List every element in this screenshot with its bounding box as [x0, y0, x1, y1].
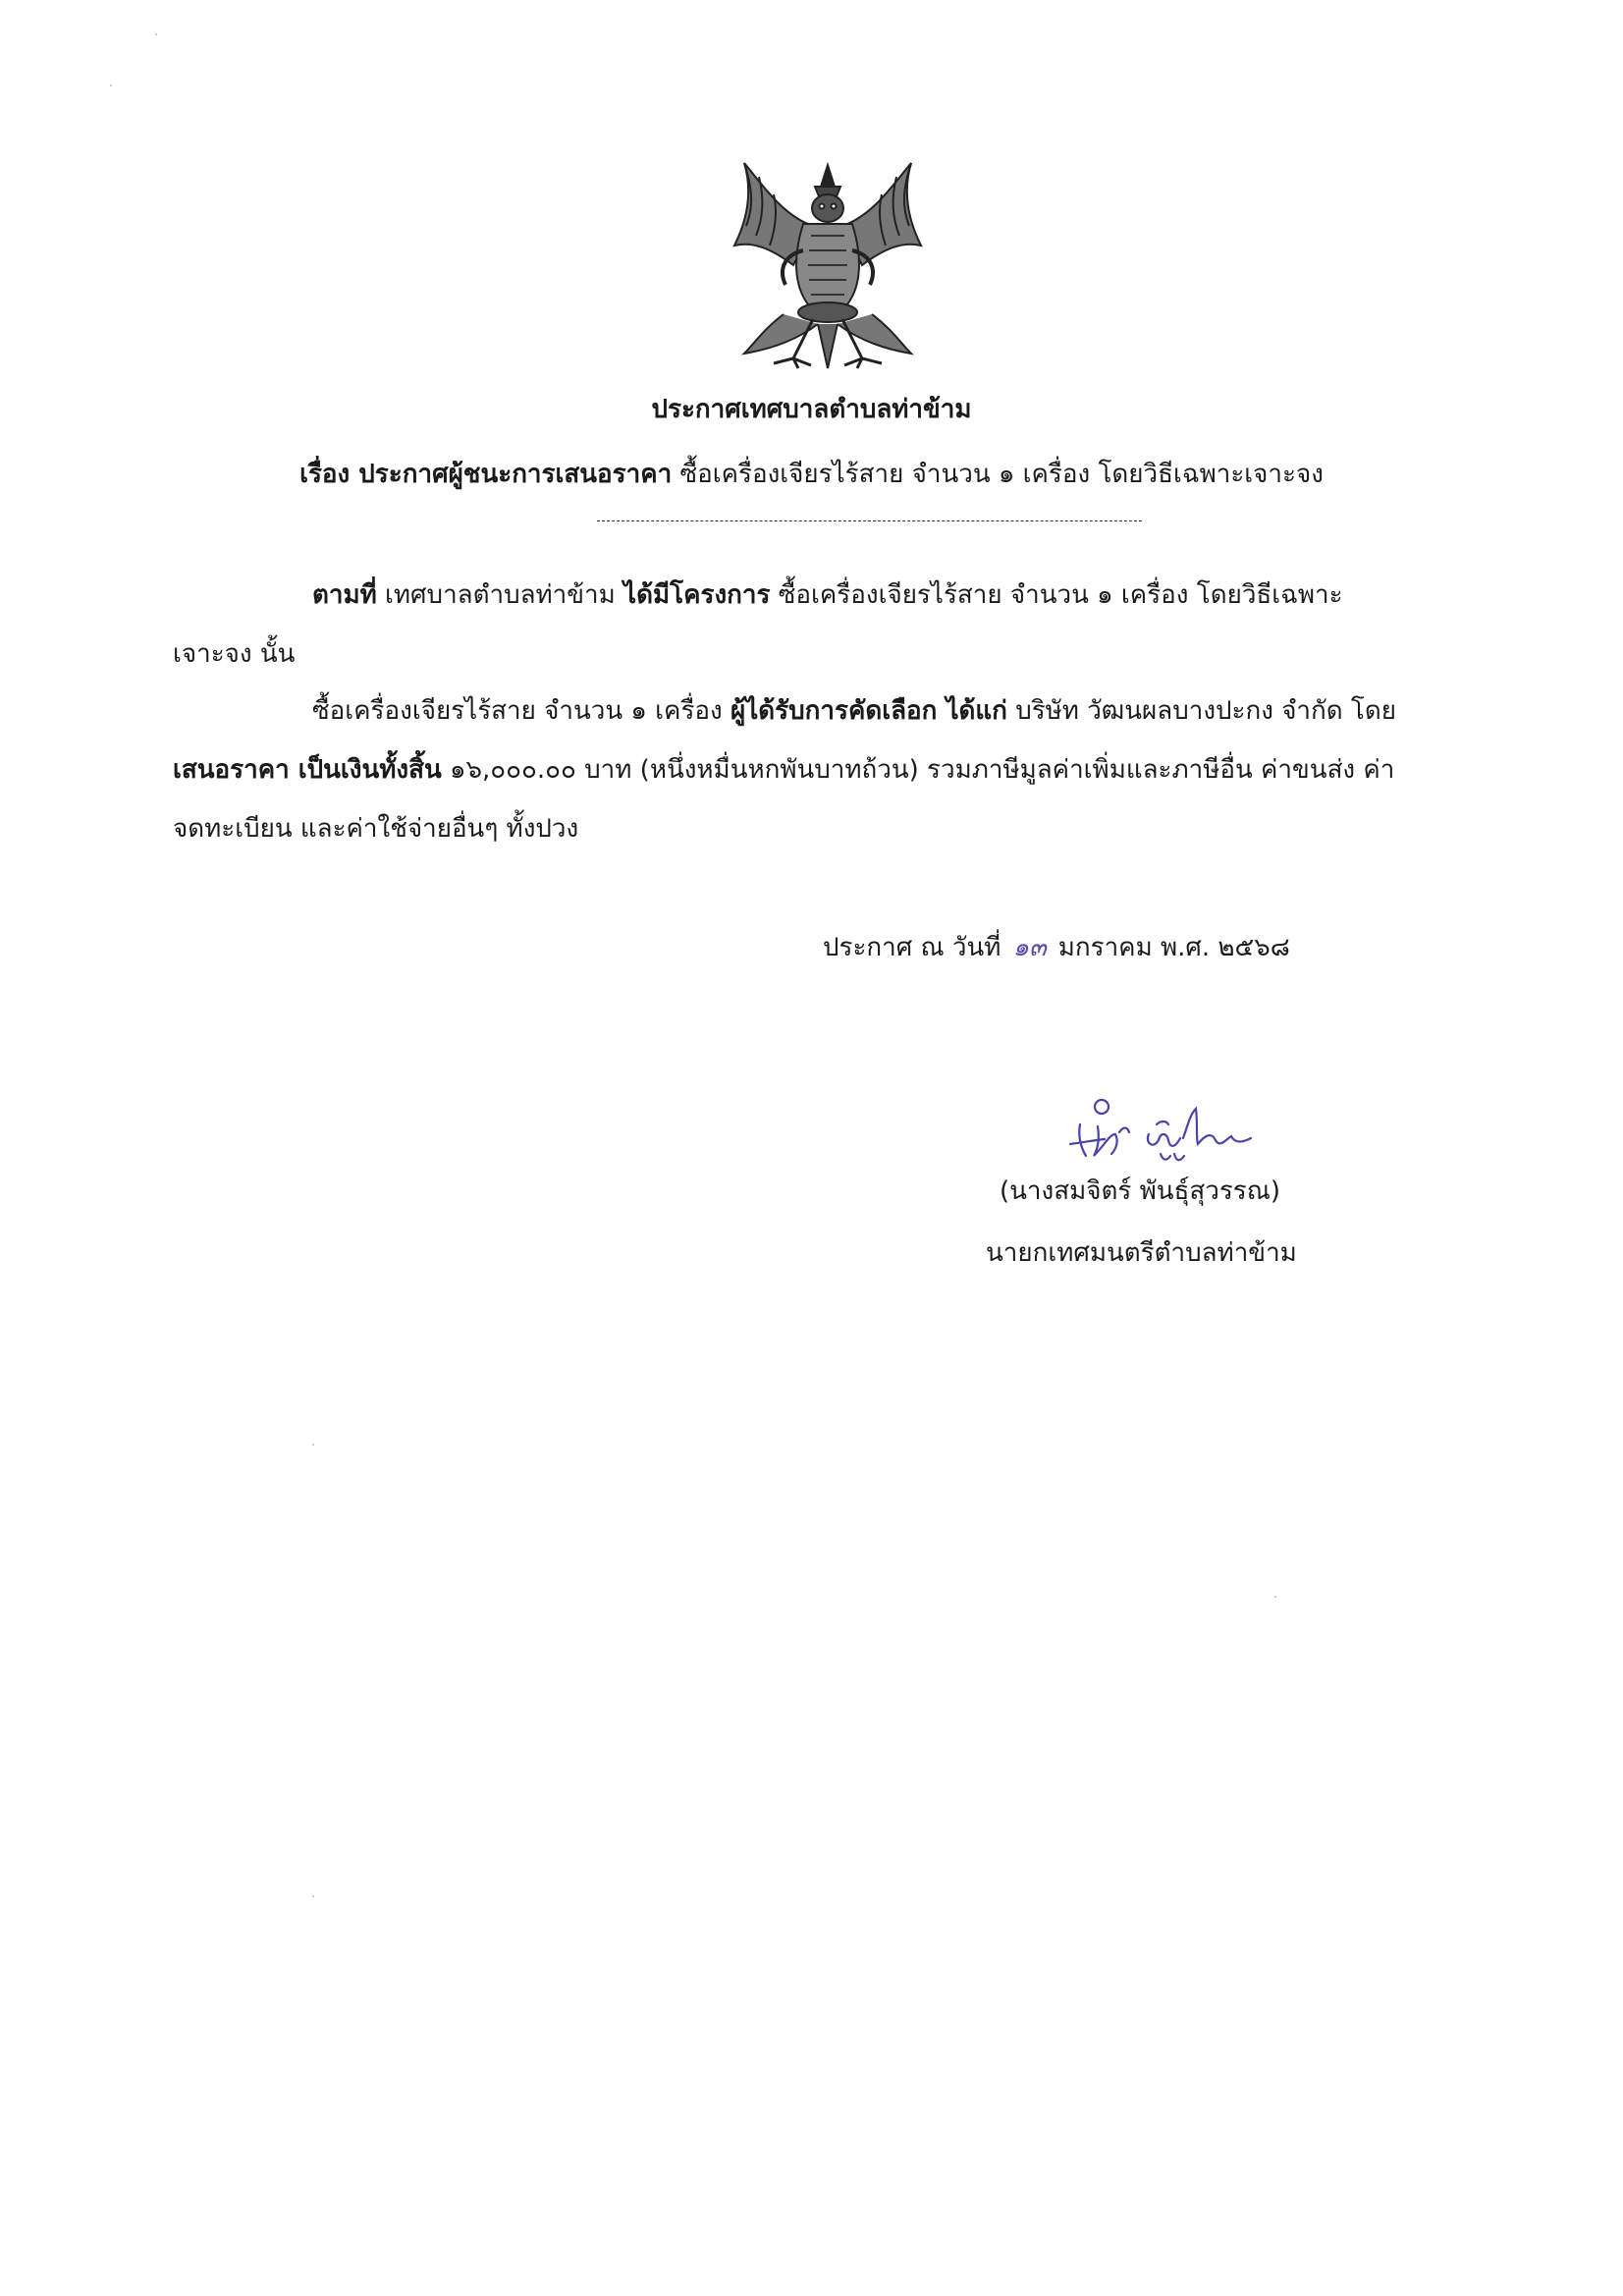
scan-speck: [312, 1444, 314, 1446]
handwritten-signature-icon: [1051, 1095, 1276, 1174]
p1-text-line1: ซื้อเครื่องเจียรไร้สาย จำนวน ๑ เครื่อง โดยวิธีเฉพาะ: [778, 580, 1343, 610]
garuda-emblem-icon: [725, 157, 931, 373]
announce-day: ๑๓: [1012, 933, 1047, 962]
announce-date: [823, 927, 1290, 967]
divider-line: [597, 520, 1142, 521]
scan-speck: [155, 33, 157, 35]
scan-speck: [110, 84, 112, 86]
p2-price-text: ๑๖,๐๐๐.๐๐ บาท (หนึ่งหมื่นหกพันบาทถ้วน) รวมภาษีมูลค่าเพิ่มและภาษีอื่น ค่าขนส่ง ค่า: [450, 755, 1395, 785]
p1-org: เทศบาลตำบลท่าข้าม: [385, 580, 616, 610]
p1-lead: ตามที่: [312, 580, 377, 610]
announce-prefix: ประกาศ ณ วันที่: [823, 933, 1001, 962]
subject-text: ซื้อเครื่องเจียรไร้สาย จำนวน ๑ เครื่อง โดยวิธีเฉพาะเจาะจง: [679, 460, 1324, 489]
paragraph-2-line-2: [173, 749, 1394, 790]
p2-item: ซื้อเครื่องเจียรไร้สาย จำนวน ๑ เครื่อง: [312, 696, 723, 726]
paragraph-1-line-1: [312, 574, 1343, 615]
p2-price-label: เสนอราคา เป็นเงินทั้งสิ้น: [173, 755, 442, 785]
p2-winner: บริษัท วัฒนผลบางปะกง จำกัด โดย: [1015, 696, 1397, 726]
paragraph-2-line-1: [312, 690, 1396, 731]
p1-mid: ได้มีโครงการ: [623, 580, 771, 610]
signer-position: นายกเทศมนตรีตำบลท่าข้าม: [986, 1238, 1297, 1268]
signer-name: (นางสมจิตร์ พันธุ์สุวรรณ): [1000, 1176, 1281, 1206]
p2-winner-label: ผู้ได้รับการคัดเลือก ได้แก่: [730, 696, 1007, 726]
paragraph-1-line-2: เจาะจง นั้น: [173, 639, 296, 669]
subject-line: [0, 454, 1623, 494]
paragraph-2-line-3: จดทะเบียน และค่าใช้จ่ายอื่นๆ ทั้งปวง: [173, 814, 579, 844]
scan-speck: [312, 1895, 314, 1897]
scan-speck: [1274, 1596, 1276, 1598]
announce-month-year: มกราคม พ.ศ. ๒๕๖๘: [1057, 933, 1290, 962]
subject-label: เรื่อง ประกาศผู้ชนะการเสนอราคา: [299, 460, 673, 489]
org-title: ประกาศเทศบาลตำบลท่าข้าม: [651, 395, 972, 424]
